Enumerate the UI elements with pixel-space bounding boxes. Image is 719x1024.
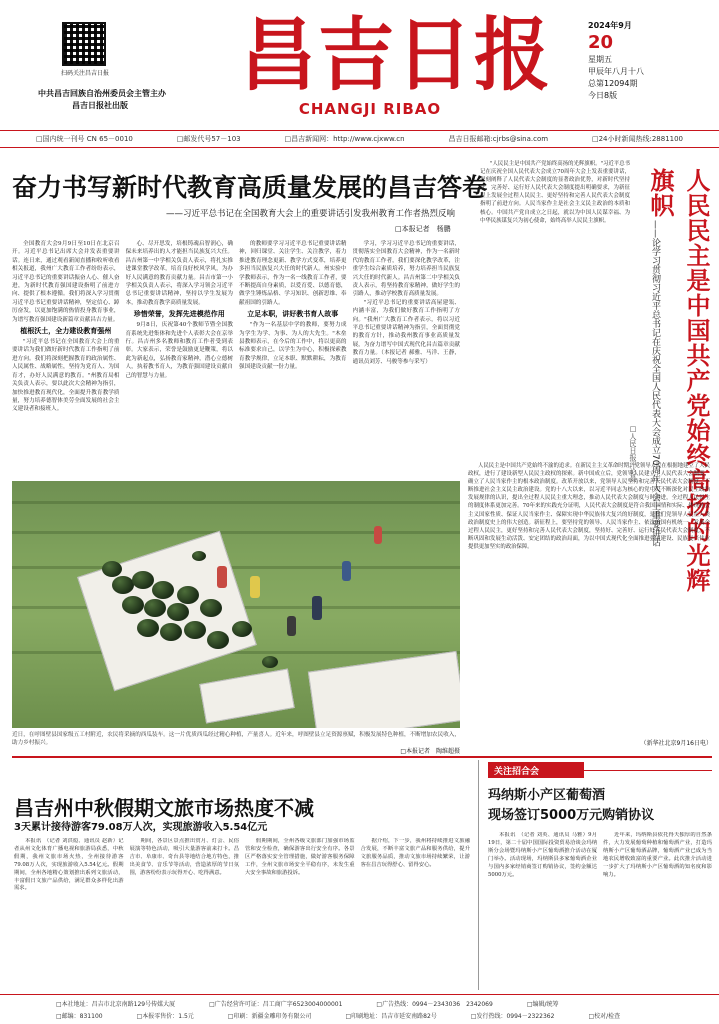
lead-body: [12, 240, 460, 476]
weekday: 星期五: [588, 55, 612, 64]
tourism-column: 期间，各景区景点推出赏月、灯会、民俗展演等特色活动，吸引大量游客前来打卡。昌吉市、阜康市、奇台县等地结合地方特色，推出美食节、音乐节等活动，营造浓厚的节日氛围，游客纷纷表示玩得开心、吃得满意。: [129, 838, 239, 876]
masthead: [0, 0, 719, 128]
issue-date-box: [588, 20, 688, 102]
editor-credit: □编辑/统筹: [526, 1001, 559, 1008]
section-heading: 立足本职，讲好教书育人故事: [247, 309, 339, 319]
commentary-author: □人民日报评论员: [629, 425, 637, 482]
lead-reporter: □本报记者 杨鹏: [395, 225, 451, 233]
printer: □印刷：新疆金雕印务有限公司: [227, 1013, 312, 1020]
retail-price: □本报零售价：1.5元: [136, 1013, 194, 1020]
paragraph: "习近平总书记在全国教育大会上的重要讲话为我们做好新时代教育工作指明了前进方向。我们将深刻把握教育的政治属性、人民属性、战略属性，坚持为党育人、为国育才，办好人民满意的教育。"州教育局相关负责人表示，要以此次大会精神为指引，加快推进教育现代化，全面提升教育教学质量，努力培养德智体美劳全面发展的社会主义建设者和接班人。: [12, 339, 120, 413]
section-tag[interactable]: [488, 762, 584, 778]
publisher-line: 昌吉日报社出版: [72, 101, 128, 110]
paragraph: "习近平总书记的重要讲话高屋建瓴、内涵丰富，为我们做好教育工作指明了方向。"我州广大教育工作者表示，将以习近平总书记重要讲话精神为指引，全面贯彻党的教育方针，推动我州教育事业高质量发展，为奋力谱写中国式现代化昌吉篇章贡献教育力量。（本报记者 郝雅、马洋、王静，通讯员刘芳、马骏等参与采写）: [352, 299, 460, 365]
year-month: 2024年9月: [588, 21, 632, 30]
tourism-column: 假期期间，全州各级文旅部门加强市场监管和安全检查，确保游客出行安全有序。各景区严格落实安全管理措施，做好游客服务保障工作，全州文旅市场安全平稳有序，未发生重大安全事故和旅游投诉。: [245, 838, 355, 876]
tourism-subhead: 3天累计接待游客79.08万人次，实现旅游收入5.54亿元: [14, 822, 268, 833]
issue-day: 20: [588, 32, 614, 53]
page-count: 今日8版: [588, 91, 618, 100]
postcode: □邮编：831100: [56, 1013, 103, 1020]
news-photo[interactable]: [12, 481, 460, 728]
truck-bed: [199, 668, 295, 723]
wine-headline-line: 玛纳斯小产区葡萄酒: [488, 788, 606, 803]
section-heading: 珍惜荣誉，发挥先进模范作用: [133, 309, 225, 319]
section-tag-label: 关注招合会: [494, 766, 540, 777]
paragraph: 的教师要学习习近平总书记重要讲话精神，回归课堂、关注学生、关注教学，着力推进教育理念更新、教学方式变革，培养更多担当民族复兴大任的时代新人。州实验中学教师表示，作为一名一线教育工作者，要不断提高自身素质，以爱育爱、以德育德，做学生锤炼品格、学习知识、创新思维、奉献祖国的引路人。: [239, 241, 347, 306]
distribution-hotline: □发行热线：0994－2322362: [470, 1013, 555, 1020]
wine-headline-line: 现场签订5000万元购销协议: [488, 808, 655, 823]
info-bar: [0, 130, 719, 148]
qr-code-icon[interactable]: [62, 22, 106, 66]
commentary-subhead: ——论学习贯彻习近平总书记在庆祝全国人民代表大会成立70周年大会上重要讲话: [650, 220, 660, 547]
sponsor-info: [38, 88, 198, 112]
tourism-column: 本报讯 （记者 刘洪彪、通讯员 赵新）记者从州文化体育广播电视和旅游局获悉，中秋假期，我州文旅市场火热，全州接待游客79.08万人次，实现旅游收入5.54亿元。假期期间，全州各地精心策划推出系列文旅活动，丰富假日文旅产品供给，满足群众多样化出游需求。: [14, 838, 124, 892]
qr-caption: 扫码关注昌吉日报: [60, 70, 109, 77]
mail-code: □邮发代号57－103: [176, 135, 241, 143]
wine-headline[interactable]: [488, 786, 712, 826]
office-address: □本社地址：昌吉市北京南路129号传媒大厦: [56, 1001, 176, 1008]
farmer: [374, 526, 382, 544]
email-link[interactable]: 昌吉日报邮箱:cjrbs@sina.com: [448, 135, 549, 143]
lead-column: [239, 240, 347, 476]
wine-column: 近年来，玛纳斯县依托得天独厚的自然条件，大力发展葡萄种植和葡萄酒产业，打造玛纳斯小产区葡萄酒品牌，葡萄酒产业已成为当地农民增收致富的重要产业。此次推介活动进一步扩大了玛纳斯小产区葡萄酒的知名度和影响力。: [603, 832, 712, 878]
news-hotline: □24小时新闻热线:2881100: [591, 135, 684, 143]
cn-number: □国内统一刊号 CN 65－0010: [35, 135, 133, 143]
tag-rule: [584, 770, 712, 771]
commentary-source: （新华社北京9月16日电）: [640, 740, 712, 747]
newspaper-pinyin: CHANGJI RIBAO: [298, 100, 442, 118]
lead-column: [12, 240, 120, 476]
tourism-headline[interactable]: 昌吉州中秋假期文旅市场热度不减: [14, 796, 314, 820]
ad-hotline: □广告热线：0994－2343036 2342069: [376, 1001, 493, 1008]
paragraph: 心、尽开思发，培根铸魂启智润心，确保未来培养出的人才能担当民族复兴大任。昌吉州第一中学相关负责人表示，将扎实推进课堂教学改革，培育良好校风学风，为办好人民满意的教育贡献力量。昌吉市第一小学相关负责人表示，将深入学习领会习近平总书记重要讲话精神，坚持以学生发展为本，推动教育教学高质量发展。: [125, 241, 233, 306]
paragraph: 9月8日，庆祝第40个教师节暨全国教育系统先进集体和先进个人表彰大会在京举行。昌吉州多名教师和教育工作者受到表彰。大家表示，荣誉是鼓励更是鞭策，将以此为新起点，弘扬教育家精神，潜心立德树人，执着教书育人，为教育强国建设贡献自己的智慧与力量。: [125, 322, 233, 379]
farmer: [250, 576, 260, 598]
website-link[interactable]: □昌吉新闻网：http://www.cjxww.cn: [284, 135, 405, 143]
sponsor-line: 中共昌吉回族自治州委员会主管主办: [38, 89, 166, 98]
wine-column: 本报讯 （记者 刘英、通讯员 马雅）9月19日，第二十届中国国际投资贸易洽谈会玛纳斯分会场暨玛纳斯小产区葡萄酒推介活动在厦门举办。活动现场，玛纳斯县多家葡萄酒企业与国内多家经销商签订购销协议，签约金额达5000万元。: [488, 832, 597, 878]
lead-column: [353, 240, 461, 476]
print-address: □印刷地址：昌吉市延安南路82号: [345, 1013, 437, 1020]
lead-subhead: ——习近平总书记在全国教育大会上的重要讲话引发我州教育工作者热烈反响: [165, 209, 455, 219]
wine-body: [488, 832, 712, 988]
tourism-body: [14, 838, 470, 988]
column-divider: [478, 760, 479, 990]
paragraph: "作为一名基层中学的教师，要努力成为学生为学、为事、为人的大先生。"木垒县教师表示，在今后的工作中，将以更高的标准要求自己，以学生为中心，积极探索教育教学规律，立足本职、默默耕耘，为教育强国建设贡献一份力量。: [239, 322, 347, 371]
tourism-column: 据介绍，下一步，我州将持续推进文旅融合发展，不断丰富文旅产品和服务供给，提升文旅服务品质，推动文旅市场持续繁荣，让游客在昌吉玩得舒心、留得安心。: [360, 838, 470, 868]
paragraph: 学习，学习习近平总书记的重要讲话，贯彻落实全国教育大会精神，作为一名新时代的教育工作者，我们要深化教学改革，注重学生综合素质培养，努力培养担当民族复兴大任的时代新人。昌吉州第二中学相关负责人表示，将坚持教育家精神，做好学生的引路人，推动学校教育高质量发展。: [352, 241, 460, 298]
lead-column: [126, 240, 234, 476]
lead-headline[interactable]: 奋力书写新时代教育高质量发展的昌吉答卷: [12, 173, 488, 202]
ad-license: □广告经营许可证：昌工商广字6523004000001: [209, 1001, 343, 1008]
farmer: [312, 596, 322, 620]
proofreader-credit: □校对/检查: [588, 1013, 621, 1020]
footer: [0, 994, 719, 1024]
photo-credit: □本报记者 陶维超摄: [400, 748, 460, 755]
farmer: [217, 566, 227, 588]
lunar-date: 甲辰年八月十八: [588, 67, 644, 76]
section-heading: 植根沃土，全力建设教育强州: [20, 326, 112, 336]
commentary-body: 人民民主是中国共产党始终不渝的追求。在新民主主义革命时期，党领导人民在根据地建立了人民政权，进行了建设新型人民民主政权的探索。新中国成立后，党领导人民建立了人民代表大会制度，确立了人民当家作主的根本政治制度。改革开放以来，党领导人民坚持和完善人民代表大会制度，不断推进社会主义民主政治建设。党的十八大以来，以习近平同志为核心的党中央不断深化对民主政治发展规律的认识，提出全过程人民民主重大理念，推动人民代表大会制度与时俱进，全过程人民民主的制度体系更加完善。70年来的实践充分证明，人民代表大会制度是符合我国国情和实际、体现社会主义国家性质、保证人民当家作主、保障实现中华民族伟大复兴的好制度，是我们党领导人民在人类政治制度史上的伟大创造。新征程上，要坚持党的领导、人民当家作主、依法治国有机统一，发展全过程人民民主，更好坚持和完善人民代表大会制度，坚持好、完善好、运行好人民代表大会制度，不断巩固和发展生动活泼、安定团结的政治局面，为以中国式现代化全面推进强国建设、民族复兴伟业提供更加坚实的政治保障。: [468, 463, 710, 550]
paragraph: 全国教育大会9月9日至10日在北京召开。习近平总书记出席大会并发表重要讲话。连日来，通过观看新闻直播和收听收看相关报道，我州广大教育工作者纷纷表示，习近平总书记的重要讲话振奋人心、催人奋进，为新时代教育强国建设指明了前进方向、提供了根本遵循。我们将深入学习贯彻习近平总书记重要讲话精神，坚定信心、踔厉奋发，以更加饱满的热情投身教育事业，为谱写教育强国建设新篇章贡献昌吉力量。: [12, 241, 120, 323]
farmer: [287, 616, 296, 636]
commentary-body: "人民民主是中国共产党始终高扬的光辉旗帜。"习近平总书记在庆祝全国人民代表大会成立70周年大会上发表重要讲话，深刻阐释了人民代表大会制度的显著政治优势，对新时代坚持好、完善好、运行好人民代表大会制度提出明确要求，为新征程上发展全过程人民民主、更好坚持和完善人民代表大会制度指明了前进方向。人民当家作主是社会主义民主政治的本质和核心。中国共产党自成立之日起，就以为中国人民谋幸福、为中华民族谋复兴为初心使命，始终高举人民民主旗帜。: [480, 161, 630, 224]
section-divider: [12, 756, 712, 758]
newspaper-logo: 昌吉日报: [240, 7, 552, 102]
photo-caption: 近日，在呼图壁县国家级五工村附近，农民将采摘的西瓜装车。这一片优质西瓜经过精心种植，产量喜人。近年来，呼图壁县立足资源禀赋，积极发展特色种植，不断增加农民收入，助力乡村振兴。: [12, 732, 460, 746]
farmer: [342, 561, 351, 581]
commentary-headline[interactable]: 人民民主是中国共产党始终高扬的光辉旗帜: [646, 168, 711, 593]
truck-cab: [308, 651, 460, 728]
issue-number: 总第12094期: [588, 79, 638, 88]
